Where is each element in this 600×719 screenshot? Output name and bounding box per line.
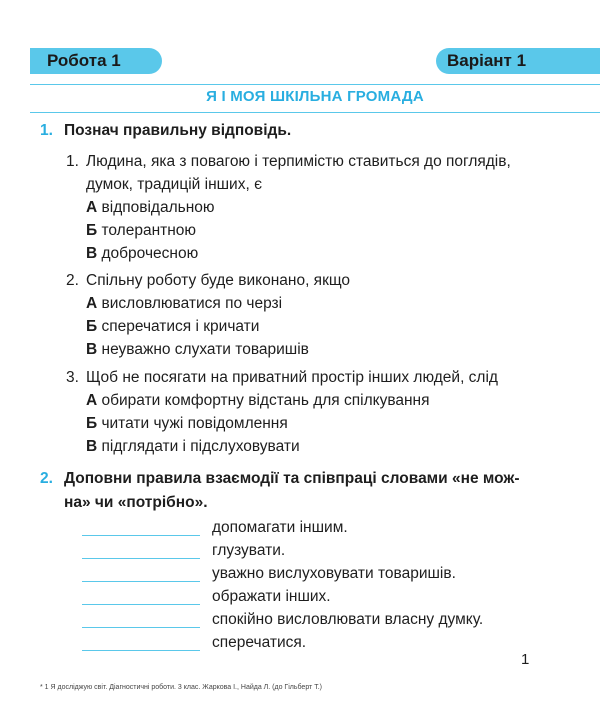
- option-letter: Б: [86, 318, 98, 335]
- task-2-title-line1: Доповни правила взаємодії та співпраці словами «не мож-: [64, 470, 520, 487]
- question-1-option-a[interactable]: [86, 196, 215, 219]
- rule-6: сперечатися.: [212, 634, 307, 651]
- answer-blank-6[interactable]: [82, 650, 200, 651]
- question-1-option-b[interactable]: [86, 219, 196, 242]
- topic-bottom-divider: [30, 112, 600, 113]
- option-letter: А: [86, 392, 98, 409]
- question-3-option-a[interactable]: [86, 389, 430, 412]
- task-2-title-line2: на» чи «потрібно».: [64, 494, 208, 511]
- question-3-option-c[interactable]: [86, 435, 300, 458]
- page-number: 1: [521, 651, 530, 668]
- option-letter: Б: [86, 415, 98, 432]
- task-1-title: Познач правильну відповідь.: [64, 122, 292, 139]
- task-2-heading: [40, 467, 520, 491]
- answer-blank-2[interactable]: [82, 558, 200, 559]
- option-letter: А: [86, 295, 98, 312]
- answer-blank-4[interactable]: [82, 604, 200, 605]
- option-text: обирати комфортну відстань для спілкування: [101, 392, 430, 409]
- task-2-number: 2.: [40, 470, 53, 487]
- option-letter: Б: [86, 222, 98, 239]
- question-2-option-b[interactable]: [86, 315, 259, 338]
- question-3-text: Щоб не посягати на приватний простір інших людей, слід: [86, 369, 498, 386]
- question-3-number: 3.: [66, 369, 79, 386]
- option-letter: А: [86, 199, 98, 216]
- option-letter: В: [86, 341, 98, 358]
- option-text: висловлюватися по черзі: [101, 295, 283, 312]
- variant-label: Варіант 1: [436, 48, 600, 74]
- task-1-number: 1.: [40, 122, 53, 139]
- option-text: підглядати і підслуховувати: [101, 438, 300, 455]
- option-text: сперечатися і кричати: [101, 318, 260, 335]
- question-2-number: 2.: [66, 272, 79, 289]
- task-1-heading: [40, 119, 292, 143]
- question-2-option-c[interactable]: [86, 338, 309, 361]
- footnote: * 1 Я досліджую світ. Діагностичні роботи. 3 клас. Жаркова І., Найда Л. (до Гільберт Т.): [40, 684, 322, 691]
- question-3-option-b[interactable]: [86, 412, 288, 435]
- question-1-text-line1: Людина, яка з повагою і терпимістю ставиться до поглядів,: [86, 153, 511, 170]
- question-2-option-a[interactable]: [86, 292, 282, 315]
- topic-top-divider: [30, 84, 600, 85]
- rule-1: допомагати іншим.: [212, 519, 348, 536]
- answer-blank-1[interactable]: [82, 535, 200, 536]
- option-text: читати чужі повідомлення: [101, 415, 288, 432]
- topic-title: Я І МОЯ ШКІЛЬНА ГРОМАДА: [206, 88, 424, 105]
- rule-3: уважно вислуховувати товаришів.: [212, 565, 456, 582]
- rule-4: ображати інших.: [212, 588, 331, 605]
- option-letter: В: [86, 438, 98, 455]
- work-label: Робота 1: [30, 48, 162, 74]
- option-text: доброчесною: [101, 245, 199, 262]
- answer-blank-5[interactable]: [82, 627, 200, 628]
- option-text: неуважно слухати товаришів: [101, 341, 309, 358]
- option-text: відповідальною: [101, 199, 215, 216]
- option-text: толерантною: [101, 222, 197, 239]
- option-letter: В: [86, 245, 98, 262]
- question-2-text: Спільну роботу буде виконано, якщо: [86, 272, 351, 289]
- question-1-text-line2: думок, традицій інших, є: [86, 176, 262, 193]
- question-1-option-c[interactable]: [86, 242, 198, 265]
- rule-2: глузувати.: [212, 542, 286, 559]
- rule-5: спокійно висловлювати власну думку.: [212, 611, 484, 628]
- answer-blank-3[interactable]: [82, 581, 200, 582]
- question-1-number: 1.: [66, 153, 79, 170]
